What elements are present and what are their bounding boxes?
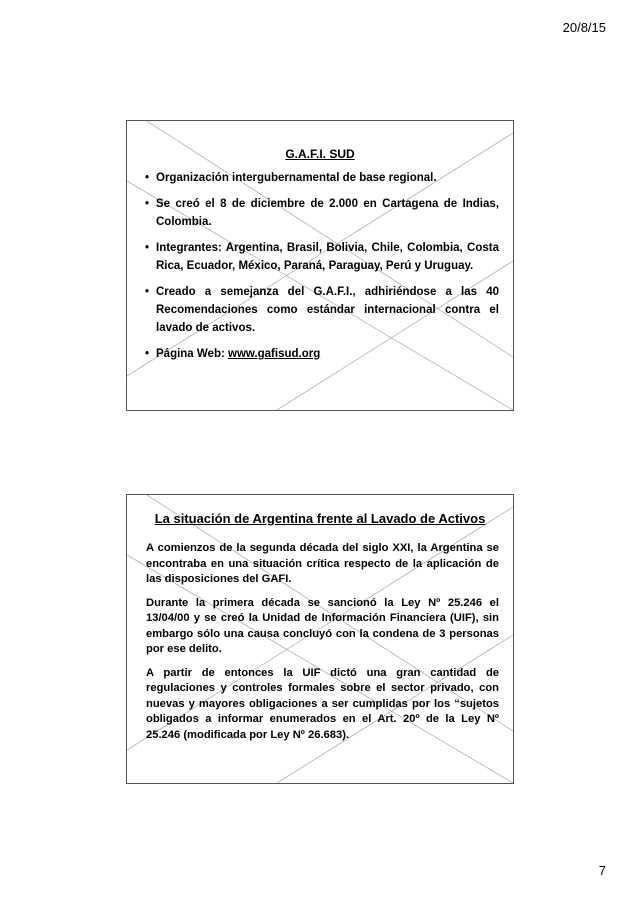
slide-title: La situación de Argentina frente al Lavado de Activos <box>154 511 486 526</box>
page-number: 7 <box>598 863 606 878</box>
list-item-text: Organización intergubernamental de base regional. <box>156 172 437 184</box>
list-item <box>145 195 499 231</box>
slide-gafi-sud <box>126 120 514 411</box>
list-item <box>145 283 499 337</box>
list-item-text: Creado a semejanza del G.A.F.I., adhiriéndose a las 40 Recomendaciones como estándar internacional contra el lavado de activos. <box>156 286 499 334</box>
slide-body <box>146 541 499 751</box>
bullet-list <box>145 169 499 371</box>
paragraph: A comienzos de la segunda década del siglo XXI, la Argentina se encontraba en una situación crítica respecto de la aplicación de las disposiciones del GAFI. <box>146 542 499 585</box>
list-item <box>145 169 499 187</box>
header-date: 20/8/15 <box>562 20 606 35</box>
slide-title: G.A.F.I. SUD <box>285 147 355 161</box>
paragraph: A partir de entonces la UIF dictó una gran cantidad de regulaciones y controles formales sobre el sector privado, con nuevas y mayores obligaciones a ser cumplidas por los “sujetos obligados a informar enumerados en el Art. 20º de la Ley Nº 25.246 (modificada por Ley Nº 26.683). <box>146 666 499 741</box>
slide-argentina-situation <box>126 494 514 784</box>
list-item-text: Integrantes: Argentina, Brasil, Bolivia, Chile, Colombia, Costa Rica, Ecuador, México, Paraná, Paraguay, Perú y Uruguay. <box>156 242 499 272</box>
bullet-icon: • <box>145 242 150 254</box>
bullet-icon: • <box>145 348 150 360</box>
website-link[interactable]: www.gafisud.org <box>228 348 321 360</box>
bullet-icon: • <box>145 198 150 210</box>
web-label: Página Web: <box>156 348 225 360</box>
bullet-icon: • <box>145 172 150 184</box>
list-item <box>145 239 499 275</box>
paragraph: Durante la primera década se sancionó la Ley Nº 25.246 el 13/04/00 y se creó la Unidad de Información Financiera (UIF), sin embargo sólo una causa concluyó con la condena de 3 personas por ese delito. <box>146 596 499 655</box>
list-item-text: Se creó el 8 de diciembre de 2.000 en Cartagena de Indias, Colombia. <box>156 198 499 228</box>
list-item <box>145 345 499 363</box>
bullet-icon: • <box>145 286 150 298</box>
